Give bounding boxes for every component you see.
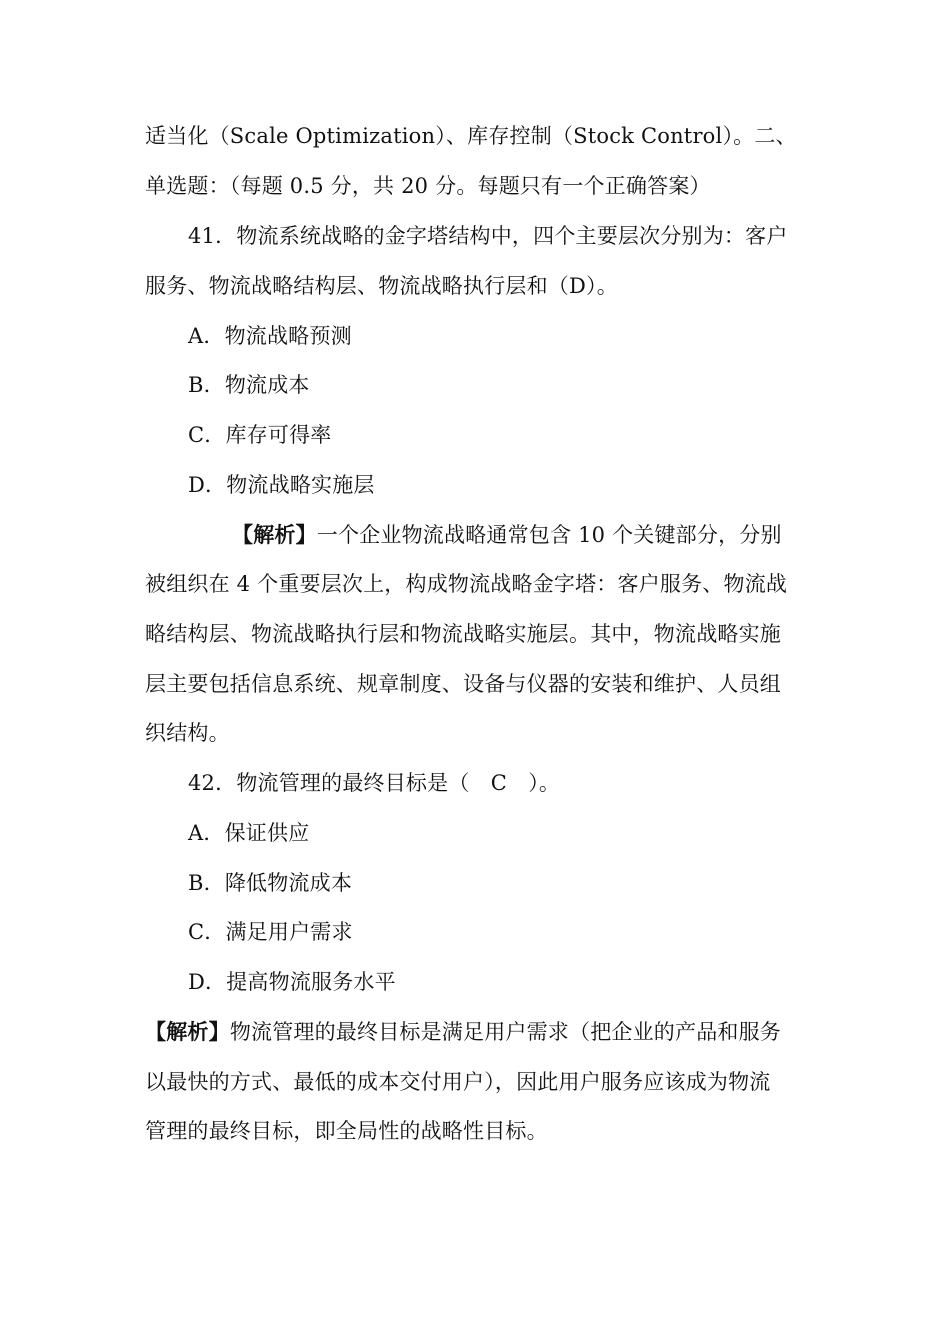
question-42-option-a: A．保证供应: [188, 821, 310, 845]
question-42-option-b: B．降低物流成本: [188, 871, 353, 895]
analysis-text: 物流管理的最终目标是满足用户需求（把企业的产品和服务: [229, 1020, 782, 1044]
question-41-option-a: A．物流战略预测: [188, 324, 352, 348]
question-41-analysis-line-4: 层主要包括信息系统、规章制度、设备与仪器的安装和维护、人员组: [145, 672, 781, 696]
question-41-option-d: D．物流战略实施层: [188, 473, 375, 497]
question-42-option-d: D．提高物流服务水平: [188, 970, 396, 994]
question-42-analysis-line-1: [145, 1017, 781, 1047]
intro-line-2: 单选题：（每题 0.5 分，共 20 分。每题只有一个正确答案）: [145, 174, 711, 198]
question-41-analysis-line-5: 织结构。: [145, 721, 230, 745]
analysis-text: 一个企业物流战略通常包含 10 个关键部分，分别: [316, 523, 782, 547]
intro-line-1: 适当化（Scale Optimization）、库存控制（Stock Control）。二、: [145, 124, 797, 148]
question-41-option-b: B．物流成本: [188, 373, 310, 397]
question-41-analysis-line-2: 被组织在 4 个重要层次上，构成物流战略金字塔：客户服务、物流战: [145, 572, 788, 596]
question-41-analysis-line-1: [232, 520, 782, 550]
question-41-option-c: C．库存可得率: [188, 423, 332, 447]
question-42-option-c: C．满足用户需求: [188, 920, 353, 944]
analysis-tag: 【解析】: [145, 1019, 230, 1044]
question-41-stem-line-2: 服务、物流战略结构层、物流战略执行层和（D）。: [145, 274, 618, 298]
question-41-analysis-line-3: 略结构层、物流战略执行层和物流战略实施层。其中，物流战略实施: [145, 622, 781, 646]
question-41-stem-line-1: 41．物流系统战略的金字塔结构中，四个主要层次分别为：客户: [188, 224, 788, 248]
question-42-analysis-line-3: 管理的最终目标，即全局性的战略性目标。: [145, 1119, 548, 1143]
question-42-analysis-line-2: 以最快的方式、最低的成本交付用户），因此用户服务应该成为物流: [145, 1070, 771, 1094]
analysis-tag: 【解析】: [232, 522, 317, 547]
question-42-stem: 42．物流管理的最终目标是（ C ）。: [188, 771, 561, 795]
